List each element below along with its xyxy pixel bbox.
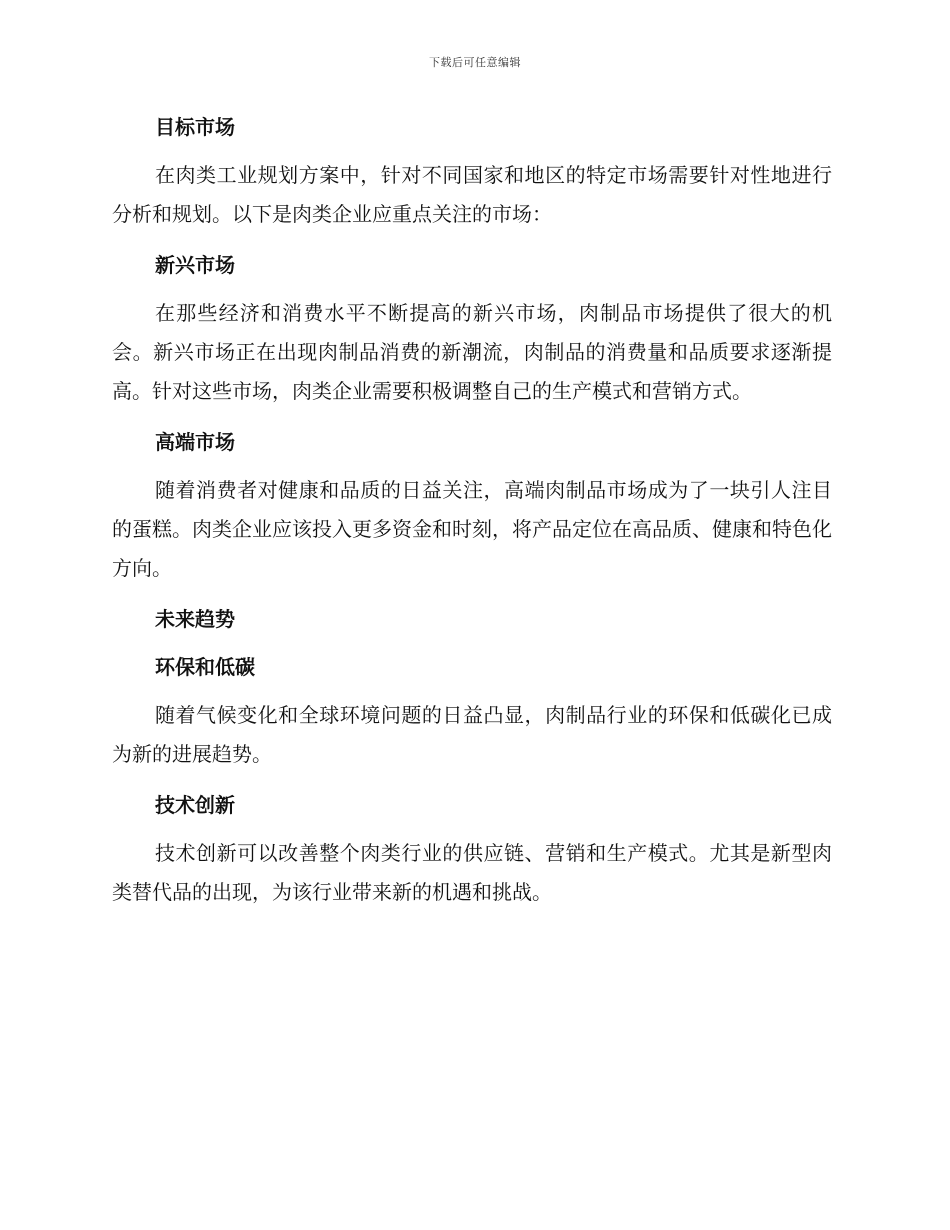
heading-green-low-carbon: 环保和低碳 (155, 655, 255, 679)
document-body (112, 110, 832, 912)
heading-emerging-market: 新兴市场 (155, 253, 235, 277)
paragraph-high-end-market: 随着消费者对健康和品质的日益关注，高端肉制品市场成为了一块引人注目的蛋糕。肉类企业应该投入更多资金和时刻，将产品定位在高品质、健康和特色化方向。 (112, 478, 832, 580)
paragraph-tech-innovation: 技术创新可以改善整个肉类行业的供应链、营销和生产模式。尤其是新型肉类替代品的出现，为该行业带来新的机遇和挑战。 (112, 841, 832, 904)
heading-high-end-market: 高端市场 (155, 430, 235, 454)
paragraph-green-low-carbon: 随着气候变化和全球环境问题的日益凸显，肉制品行业的环保和低碳化已成为新的进展趋势。 (112, 703, 832, 766)
page-header-note: 下载后可任意编辑 (429, 56, 521, 69)
heading-tech-innovation: 技术创新 (155, 793, 235, 817)
heading-target-market: 目标市场 (155, 115, 235, 139)
heading-future-trends: 未来趋势 (155, 607, 235, 631)
paragraph-emerging-market: 在那些经济和消费水平不断提高的新兴市场，肉制品市场提供了很大的机会。新兴市场正在出现肉制品消费的新潮流，肉制品的消费量和品质要求逐渐提高。针对这些市场，肉类企业需要积极调整自己的生产模式和营销方式。 (112, 301, 832, 403)
paragraph-target-market-intro: 在肉类工业规划方案中，针对不同国家和地区的特定市场需要针对性地进行分析和规划。以下是肉类企业应重点关注的市场： (112, 163, 832, 226)
